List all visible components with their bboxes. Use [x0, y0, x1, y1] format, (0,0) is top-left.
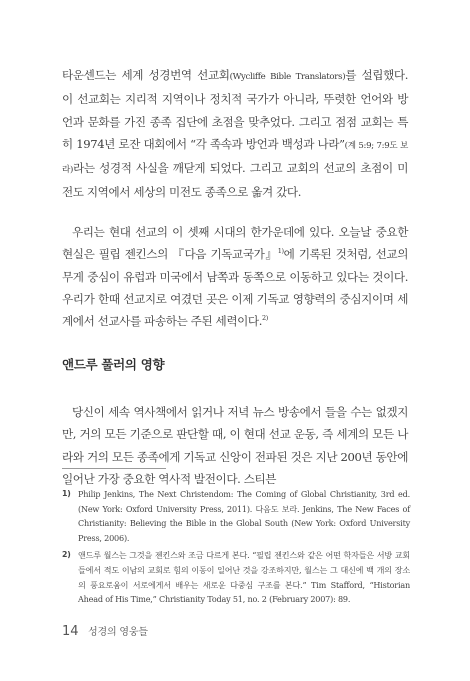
paragraph-1-part-c: 라는 성경적 사실을 깨닫게 되었다. 그리고 교회의 선교의 초점이 미전도 지역에서 세상의 미전도 종족으로 옮겨 갔다. [62, 161, 408, 200]
paragraph-1-part-a: 타운센드는 세계 성경번역 선교회 [62, 68, 230, 82]
footnote-number: 2) [62, 550, 71, 560]
paragraph-3: 당신이 세속 역사책에서 읽거나 저녁 뉴스 방송에서 들을 수는 없겠지만, 거의 모든 기준으로 판단할 때, 이 현대 선교 운동, 즉 세계의 모든 나라와 거의 모든 종족에게 기독교 신앙이 전파된 것은 지난 200년 동안에 일어난 가장 중요한 역사적 발전이다. 스티븐 [62, 405, 408, 486]
footnote-number: 1) [62, 489, 71, 498]
footnote-text: Philip Jenkins, The Next Christendom: The Coming of Global Christianity, 3rd ed. (New York: Oxford University Press, 2011). 다음도 보라. Jenkins, The New Faces of Christianity: Believing the Bible in the Global South (New York: Oxford University Press, 2006). [78, 489, 410, 543]
footnote-text: 앤드루 월스는 그것을 젠킨스와 조금 다르게 본다. “필립 젠킨스와 같은 어떤 학자들은 서방 교회들에서 적도 이남의 교회로 힘의 이동이 일어난 것을 강조하지만, 월스는 그 대신에 백 개의 장소의 풍요로움이 서로에게서 배우는 새로운 다중심 구조를 본다.” Tim Stafford, “Historian Ahead of His Time,” Christianity Today 51, no. 2 (February 2007): 89. [78, 550, 410, 605]
footnote-1 [62, 487, 410, 545]
page-folio [62, 623, 148, 639]
paragraph-2-text-2: 에 기록된 것처럼, 선교의 무게 중심이 유럽과 미국에서 남쪽과 동쪽으로 이동하고 있다는 것이다. 우리가 한때 선교지로 여겼던 곳은 이제 기독교 영향력의 중심지이며 세계에서 선교사를 파송하는 주된 세력이다. [62, 247, 409, 329]
footnotes-list [62, 487, 410, 610]
paragraph-1-part-b: 를 설립했다. 이 선교회는 지리적 지역이나 정치적 국가가 아니라, 뚜렷한 언어와 방언과 문화를 가진 종족 집단에 초점을 맞추었다. 그리고 점점 교회는 특히 1974년 로잔 대회에서 “각 족속과 방언과 백성과 나라” [62, 68, 408, 151]
paragraph-2 [62, 221, 408, 332]
page-number: 14 [62, 624, 79, 639]
footnote-divider [62, 468, 166, 469]
section-heading: 앤드루 풀러의 영향 [62, 357, 165, 372]
running-title: 성경의 영웅들 [88, 627, 148, 638]
paragraph-1-english-name: (Wycliffe Bible Translators) [229, 72, 346, 82]
footnote-2 [62, 548, 410, 606]
paragraph-1 [62, 64, 408, 204]
paragraph-2-text: 우리는 현대 선교의 이 셋째 시대의 한가운데에 있다. 오늘날 중요한 현실은 필립 젠킨스의 『다음 기독교국가』 [62, 225, 408, 262]
paragraph-1-scripture-ref: (계 5:9; 7:9도 보라) [62, 140, 408, 176]
footnote-ref-1[interactable]: 1) [277, 247, 284, 256]
footnote-ref-2[interactable]: 2) [262, 314, 268, 323]
